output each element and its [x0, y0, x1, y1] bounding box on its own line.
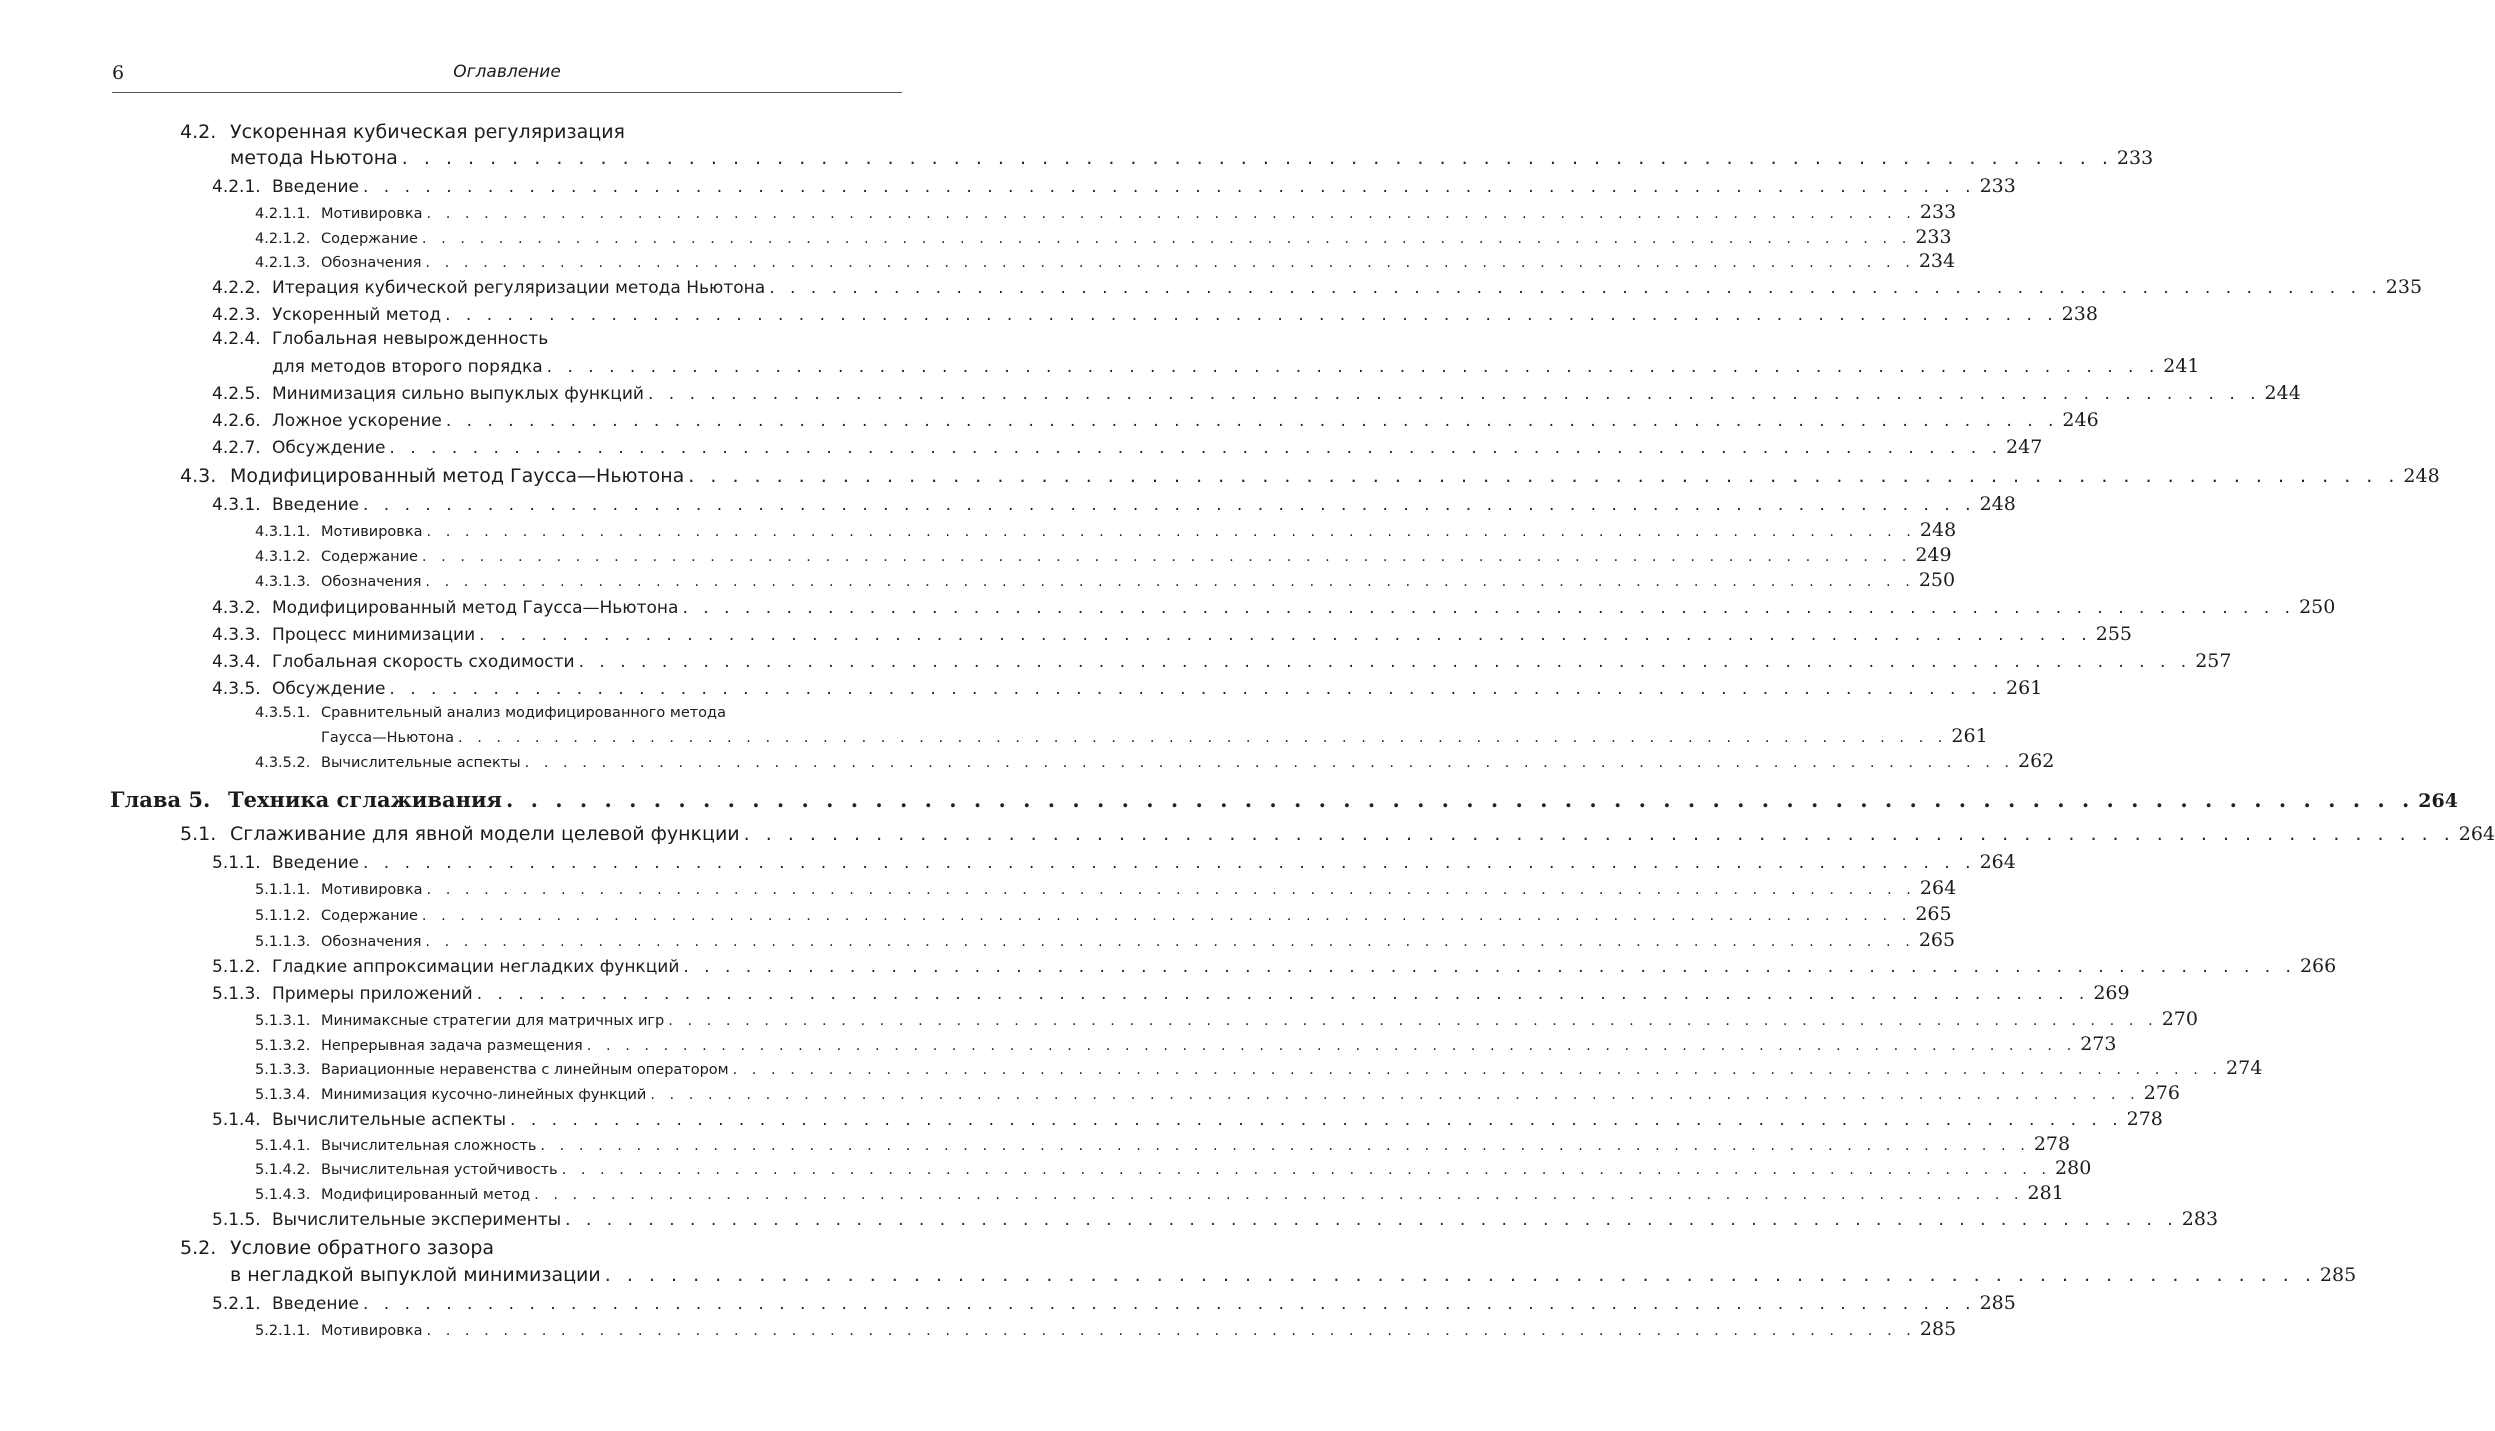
toc-entry[interactable]: 4.2.1.2. Содержание . . . 233 — [255, 226, 902, 248]
toc-entry[interactable]: 4.2.7. Обсуждение . . . 247 — [212, 436, 902, 458]
toc-entry-line1: 5.2. Условие обратного зазора — [180, 1237, 495, 1259]
toc-chapter-entry[interactable]: Глава 5. Техника сглаживания . . . 264 — [110, 787, 902, 812]
toc-entry[interactable]: 5.1.1. Введение . . . 264 — [212, 851, 902, 873]
toc-entry[interactable]: 5.1.4.1. Вычислительная сложность . . . 278 — [255, 1133, 902, 1155]
toc-entry[interactable]: 5.1.5. Вычислительные эксперименты . . . 283 — [212, 1208, 902, 1230]
page-number: 6 — [112, 62, 125, 84]
toc-entry[interactable]: 5.1.3.3. Вариационные неравенства с линейным оператором . . . 274 — [255, 1057, 902, 1079]
toc-entry[interactable]: 4.3.5. Обсуждение . . . 261 — [212, 677, 902, 699]
running-title: Оглавление — [453, 62, 561, 82]
toc-entry[interactable]: 5.2.1.1. Мотивировка . . . 285 — [255, 1318, 902, 1340]
toc-entry[interactable]: 5.1.4.3. Модифицированный метод . . . 281 — [255, 1182, 902, 1204]
toc-entry-line1: 4.2. Ускоренная кубическая регуляризация — [180, 121, 625, 143]
toc-entry[interactable]: 5.1.1.3. Обозначения . . . 265 — [255, 929, 902, 951]
toc-entry[interactable]: 4.3.2. Модифицированный метод Гаусса—Ньютона . . . 250 — [212, 596, 902, 618]
toc-entry[interactable]: 4.2.3. Ускоренный метод . . . 238 — [212, 303, 902, 325]
toc-entry-line1: 4.2.4. Глобальная невырожденность — [212, 329, 549, 349]
toc-entry[interactable]: 5.1.3. Примеры приложений . . . 269 — [212, 982, 902, 1004]
toc-entry[interactable]: 4.2.1.1. Мотивировка . . . 233 — [255, 201, 902, 223]
toc-entry-line1: 4.3.5.1. Сравнительный анализ модифицированного метода — [255, 705, 726, 721]
toc-entry[interactable]: 5.1.3.2. Непрерывная задача размещения . . . 273 — [255, 1033, 902, 1055]
toc-entry[interactable]: 4.3.3. Процесс минимизации . . . 255 — [212, 623, 902, 645]
toc-entry[interactable]: 5.1.4.2. Вычислительная устойчивость . . . 280 — [255, 1157, 902, 1179]
toc-entry[interactable]: 4.3. Модифицированный метод Гаусса—Ньютона . . . 248 — [180, 465, 902, 487]
toc-entry[interactable]: 5.1.3.4. Минимизация кусочно-линейных функций . . . 276 — [255, 1082, 902, 1104]
toc-entry[interactable]: 5.1.4. Вычислительные аспекты . . . 278 — [212, 1108, 902, 1130]
toc-entry[interactable]: 4.2.1.3. Обозначения . . . 234 — [255, 250, 902, 272]
toc-entry[interactable]: 4.2.6. Ложное ускорение . . . 246 — [212, 409, 902, 431]
toc-entry[interactable]: для методов второго порядка . . . 241 — [272, 355, 902, 377]
toc-entry[interactable]: в негладкой выпуклой минимизации . . . 285 — [230, 1264, 902, 1286]
toc-entry[interactable]: 5.1.3.1. Минимаксные стратегии для матричных игр . . . 270 — [255, 1008, 902, 1030]
toc-entry[interactable]: 4.3.5.2. Вычислительные аспекты . . . 262 — [255, 750, 902, 772]
toc-entry[interactable]: 4.3.4. Глобальная скорость сходимости . . . 257 — [212, 650, 902, 672]
toc-entry[interactable]: 5.1.1.2. Содержание . . . 265 — [255, 903, 902, 925]
toc-entry[interactable]: 4.2.1. Введение . . . 233 — [212, 175, 902, 197]
toc-entry[interactable]: 4.3.1.1. Мотивировка . . . 248 — [255, 519, 902, 541]
toc-entry[interactable]: 4.2.5. Минимизация сильно выпуклых функций . . . 244 — [212, 382, 902, 404]
page-header — [112, 62, 902, 93]
toc-entry[interactable]: 4.3.1.3. Обозначения . . . 250 — [255, 569, 902, 591]
toc-entry[interactable]: 4.3.1. Введение . . . 248 — [212, 493, 902, 515]
toc-entry[interactable]: 4.2.2. Итерация кубической регуляризации метода Ньютона . . . 235 — [212, 276, 902, 298]
toc-entry[interactable]: 5.1.2. Гладкие аппроксимации негладких функций . . . 266 — [212, 955, 902, 977]
toc-entry[interactable]: 5.1.1.1. Мотивировка . . . 264 — [255, 877, 902, 899]
toc-entry[interactable]: 5.2.1. Введение . . . 285 — [212, 1292, 902, 1314]
toc-entry[interactable]: 4.3.1.2. Содержание . . . 249 — [255, 544, 902, 566]
toc-entry[interactable]: 5.1. Сглаживание для явной модели целевой функции . . . 264 — [180, 823, 902, 845]
toc-entry[interactable]: Гаусса—Ньютона . . . 261 — [321, 725, 902, 747]
toc-entry[interactable]: метода Ньютона . . . 233 — [230, 147, 902, 169]
